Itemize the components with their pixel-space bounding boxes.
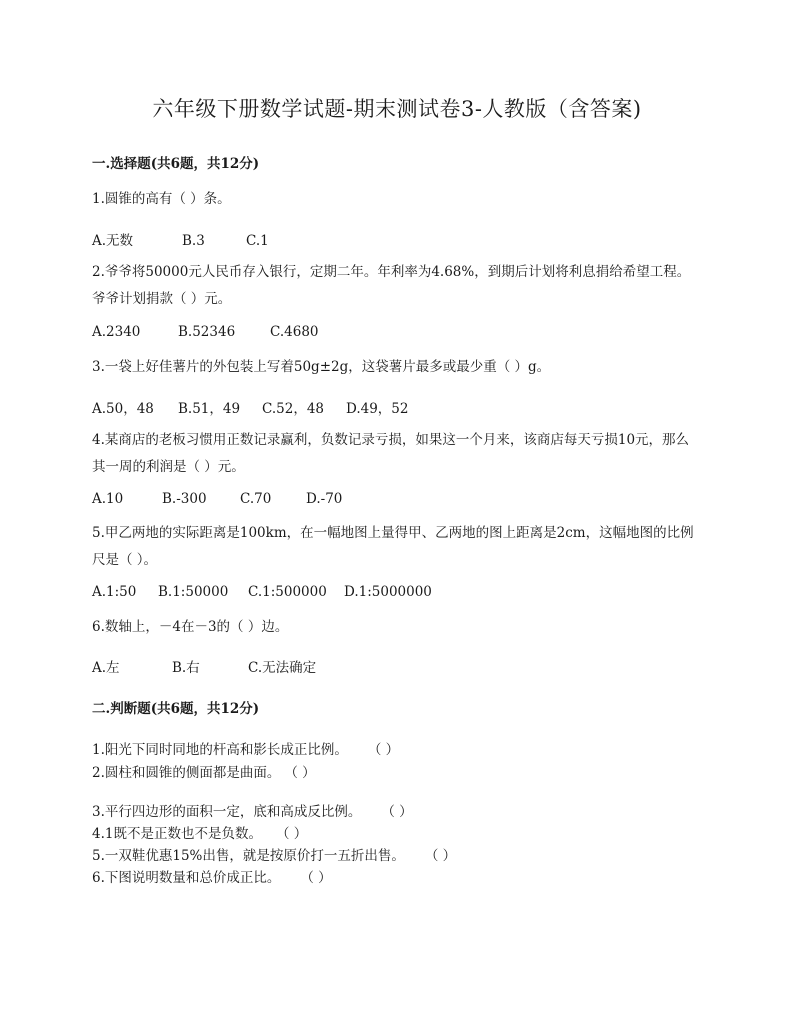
option-a: A.50，48	[92, 401, 154, 417]
judgement-item	[92, 761, 316, 781]
option-c: C.4680	[270, 324, 319, 340]
judgement-text: 3.平行四边形的面积一定，底和高成反比例。	[92, 804, 362, 820]
question-4: 4.某商店的老板习惯用正数记录赢利，负数记录亏损，如果这一个月来，该商店每天亏损10元，那么其一周的利润是（ ）元。	[92, 432, 690, 475]
option-b: B.51，49	[178, 401, 241, 417]
options-2	[92, 324, 319, 340]
options-3	[92, 397, 409, 417]
judgement-item	[92, 844, 456, 864]
options-5	[92, 584, 432, 600]
answer-blank: （ ）	[275, 826, 308, 842]
option-b: B.1:50000	[158, 584, 229, 600]
options-1	[92, 229, 269, 249]
page-title: 六年级下册数学试题-期末测试卷3-人教版（含答案)	[152, 97, 642, 121]
judgement-item	[92, 800, 413, 820]
answer-blank: （ ）	[367, 742, 400, 758]
answer-blank: （ ）	[424, 848, 457, 864]
judgement-item	[92, 822, 307, 842]
judgement-text: 4.1既不是正数也不是负数。	[92, 826, 262, 842]
option-c: C.1:500000	[248, 584, 327, 600]
judgement-item	[92, 866, 332, 886]
option-a: A.2340	[92, 324, 141, 340]
question-6: 6.数轴上，－4在－3的（ ）边。	[92, 619, 289, 635]
option-d: D.49，52	[346, 401, 409, 417]
question-5: 5.甲乙两地的实际距离是100km，在一幅地图上量得甲、乙两地的图上距离是2cm，这幅地图的比例尺是（ ）。	[92, 525, 694, 568]
option-b: B.52346	[178, 324, 236, 340]
section-heading-choice: 一.选择题(共6题，共12分)	[92, 156, 260, 172]
judgement-text: 5.一双鞋优惠15%出售，就是按原价打一五折出售。	[92, 848, 405, 864]
judgement-text: 6.下图说明数量和总价成正比。	[92, 870, 281, 886]
options-6	[92, 656, 316, 676]
option-a: A.无数	[92, 233, 134, 249]
option-b: B.-300	[162, 491, 207, 507]
section-heading-judgement: 二.判断题(共6题，共12分)	[92, 701, 260, 717]
question-2: 2.爷爷将50000元人民币存入银行，定期二年。年利率为4.68%，到期后计划将利息捐给希望工程。爷爷计划捐款（ ）元。	[92, 264, 691, 307]
option-a: A.左	[92, 660, 120, 676]
answer-blank: （ ）	[284, 765, 316, 781]
option-c: C.52，48	[262, 401, 324, 417]
option-b: B.右	[172, 660, 200, 676]
option-d: D.1:5000000	[344, 584, 432, 600]
option-a: A.1:50	[92, 584, 137, 600]
answer-blank: （ ）	[300, 870, 332, 886]
option-c: C.70	[240, 491, 272, 507]
question-3: 3.一袋上好佳薯片的外包装上写着50g±2g，这袋薯片最多或最少重（ ）g。	[92, 359, 551, 375]
option-c: C.1	[246, 233, 269, 249]
option-c: C.无法确定	[248, 660, 317, 676]
option-d: D.-70	[306, 491, 343, 507]
question-1: 1.圆锥的高有（ ）条。	[92, 191, 231, 207]
option-a: A.10	[92, 491, 124, 507]
option-b: B.3	[182, 233, 205, 249]
judgement-text: 1.阳光下同时同地的杆高和影长成正比例。	[92, 742, 348, 758]
judgement-text: 2.圆柱和圆锥的侧面都是曲面。	[92, 765, 281, 781]
judgement-item	[92, 738, 399, 758]
options-4	[92, 491, 342, 507]
answer-blank: （ ）	[381, 804, 413, 820]
